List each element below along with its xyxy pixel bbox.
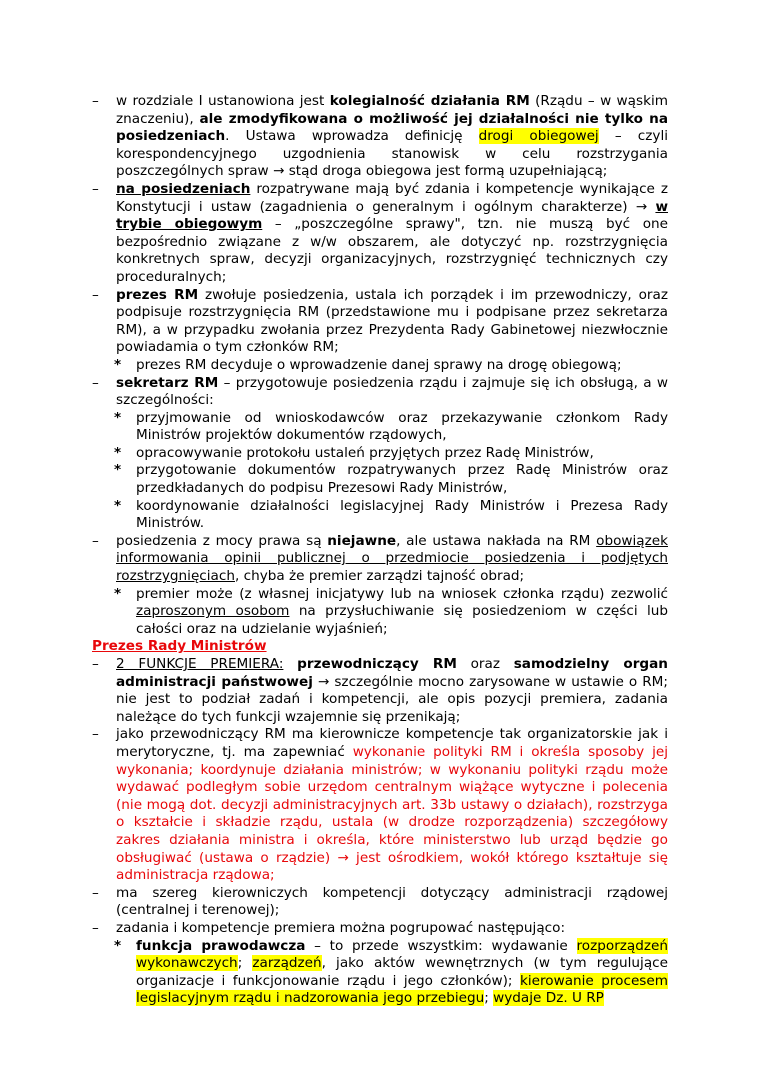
text-run: prezes RM decyduje o wprowadzenie danej sprawy na drogę obiegową; [136, 356, 622, 373]
list-item [0, 287, 760, 357]
list-item [0, 181, 760, 287]
sub-list-item [0, 498, 760, 533]
bold-text: przewodniczący RM [297, 656, 457, 672]
dash-bullet: – [92, 884, 99, 901]
highlighted-text: kierowanie procesem legislacyjnym rządu i nadzorowania jego przebiegu [136, 972, 668, 1007]
star-bullet: * [114, 462, 122, 479]
text-run: – „poszczególne sprawy", tzn. nie muszą być one bezpośrednio związane z w/w obszarem, ale dotyczyć np. rozstrzygnięcia konkretnych spraw, decyzji organizacyjnych, rozstrzygnięć technicznych czy proceduralnych; [116, 216, 668, 285]
text-run: przygotowanie dokumentów rozpatrywanych przez Radę Ministrów oraz przedkładanych do podpisu Prezesowi Rady Ministrów, [136, 462, 668, 497]
star-bullet: * [114, 409, 122, 426]
underlined-text: zaproszonym osobom [136, 603, 290, 620]
star-bullet: * [114, 585, 122, 602]
sub-list-item [0, 445, 760, 463]
text-run: przyjmowanie od wnioskodawców oraz przekazywanie członkom Rady Ministrów projektów dokumentów rządowych, [136, 409, 668, 444]
bold-text: sekretarz RM [116, 374, 219, 391]
star-bullet: * [114, 497, 122, 514]
text-run: ma szereg kierowniczych kompetencji dotyczący administracji rządowej (centralnej i terenowej); [116, 884, 668, 919]
list-item [0, 885, 760, 920]
section-heading: Prezes Rady Ministrów [92, 638, 267, 655]
highlighted-text: rozporządzeń wykonawczych [136, 937, 669, 972]
list-item [0, 93, 760, 181]
text-run: , jako aktów wewnętrznych (w tym regulujące organizacje i funkcjonowanie rządu i jego członków); [136, 955, 668, 989]
dash-bullet: – [92, 93, 99, 109]
bold-underlined-text: w trybie obiegowym [116, 198, 668, 233]
text-run: (Rządu – w wąskim znaczeniu), [116, 93, 668, 127]
dash-bullet: – [92, 180, 99, 197]
text-run: ; [237, 955, 253, 972]
text-run [283, 656, 297, 672]
text-run: koordynowanie działalności legislacyjnej Rady Ministrów i Prezesa Rady Ministrów. [136, 497, 668, 532]
list-item [0, 375, 760, 410]
star-bullet: * [114, 444, 122, 461]
highlighted-text: zarządzeń [252, 955, 322, 972]
sub-list-item [0, 586, 760, 639]
list-item [0, 656, 760, 726]
text-run: . Ustawa wprowadza definicję [225, 128, 479, 145]
text-run: w rozdziale I ustanowiona jest [116, 93, 330, 109]
sub-list-item [0, 938, 760, 1008]
list-item [0, 920, 760, 938]
sub-list-item [0, 410, 760, 445]
dash-bullet: – [92, 286, 99, 303]
bold-text: funkcja prawodawcza [136, 937, 306, 954]
text-run: ; [484, 990, 494, 1007]
text-run: , chyba że premier zarządzi tajność obrad; [234, 568, 525, 585]
text-run: – przygotowuje posiedzenia rządu i zajmuje się ich obsługą, a w szczególności: [116, 374, 668, 409]
list-item [0, 533, 760, 586]
text-run: – to przede wszystkim: wydawanie [305, 937, 577, 954]
text-run: – czyli korespondencyjnego uzgodnienia stanowisk w celu rozstrzygania poszczególnych spraw → stąd droga obiegowa jest formą uzupełniającą; [116, 128, 668, 180]
bold-underlined-text: na posiedzeniach [116, 180, 251, 197]
underlined-text: 2 FUNKCJE PREMIERA: [116, 656, 284, 672]
highlighted-text: drogi obiegowej [478, 128, 599, 145]
star-bullet: * [114, 937, 122, 954]
text-run: zwołuje posiedzenia, ustala ich porządek i im przewodniczy, oraz podpisuje rozstrzygnięcia RM (przedstawione mu i podpisane przez sekretarza RM), a w przypadku zwołania przez Prezydenta Rady Gabinetowej niezwłocznie powiadamia o tym członków RM; [116, 286, 668, 356]
dash-bullet: – [92, 726, 99, 743]
bold-text: niejawne [327, 532, 397, 549]
dash-bullet: – [92, 656, 99, 672]
text-run: , ale ustawa nakłada na RM [396, 532, 597, 549]
text-run: na przysłuchiwanie się posiedzeniom w części lub całości oraz na udzielanie wyjaśnień; [136, 603, 668, 637]
sub-list-item [0, 357, 760, 375]
sub-list-item [0, 462, 760, 497]
list-item [0, 726, 760, 884]
highlighted-text: wydaje Dz. U RP [493, 990, 604, 1007]
text-run: zadania i kompetencje premiera można pogrupować następująco: [116, 919, 566, 936]
star-bullet: * [114, 356, 122, 373]
dash-bullet: – [92, 374, 99, 391]
bold-text: prezes RM [116, 286, 199, 303]
text-run: oraz [456, 656, 514, 672]
bold-text: samodzielny organ administracji państwowej [116, 656, 668, 690]
underlined-text: obowiązek informowania opinii publicznej o przedmiocie posiedzenia i podjętych rozstrzygnięciach [116, 532, 668, 585]
dash-bullet: – [92, 532, 99, 549]
text-run: jako przewodniczący RM ma kierownicze kompetencje tak organizatorskie jak i merytoryczne, tj. ma zapewniać [116, 726, 668, 760]
dash-bullet: – [92, 919, 99, 936]
text-run: opracowywanie protokołu ustaleń przyjętych przez Radę Ministrów, [136, 444, 594, 461]
text-run: posiedzenia z mocy prawa są [116, 532, 328, 549]
bold-text: ale zmodyfikowana o możliwość jej działalności nie tylko na posiedzeniach [116, 110, 668, 145]
text-run: → szczególnie mocno zarysowane w ustawie o RM; nie jest to podział zadań i kompetencji, ale opis pozycji premiera, zadania należące do tych funkcji wzajemnie się przenikają; [116, 673, 668, 725]
text-run: premier może (z własnej inicjatywy lub na wniosek członka rządu) zezwolić [136, 585, 668, 602]
red-text: wykonanie polityki RM i określa sposoby jej wykonania; koordynuje działania ministrów; w wykonaniu polityki rządu może wydawać podległym sobie urzędom centralnym wiążące wytyczne i polecenia (nie mogą dot. decyzji administracyjnych art. 33b ustawy o działach), rozstrzyga o kształcie i składzie rządu, ustala (w drodze rozporządzenia) szczegółowy zakres działania ministra i określa, które ministerstwo lub urząd będzie go obsługiwać (ustawa o rządzie) → jest ośrodkiem, wokół którego kształtuje się administracja rządowa; [116, 743, 668, 884]
bold-text: kolegialność działania RM [329, 93, 530, 109]
text-run: rozpatrywane mają być zdania i kompetencje wynikające z Konstytucji i ustaw (zagadnienia o generalnym i ogólnym charakterze) → [116, 180, 668, 215]
